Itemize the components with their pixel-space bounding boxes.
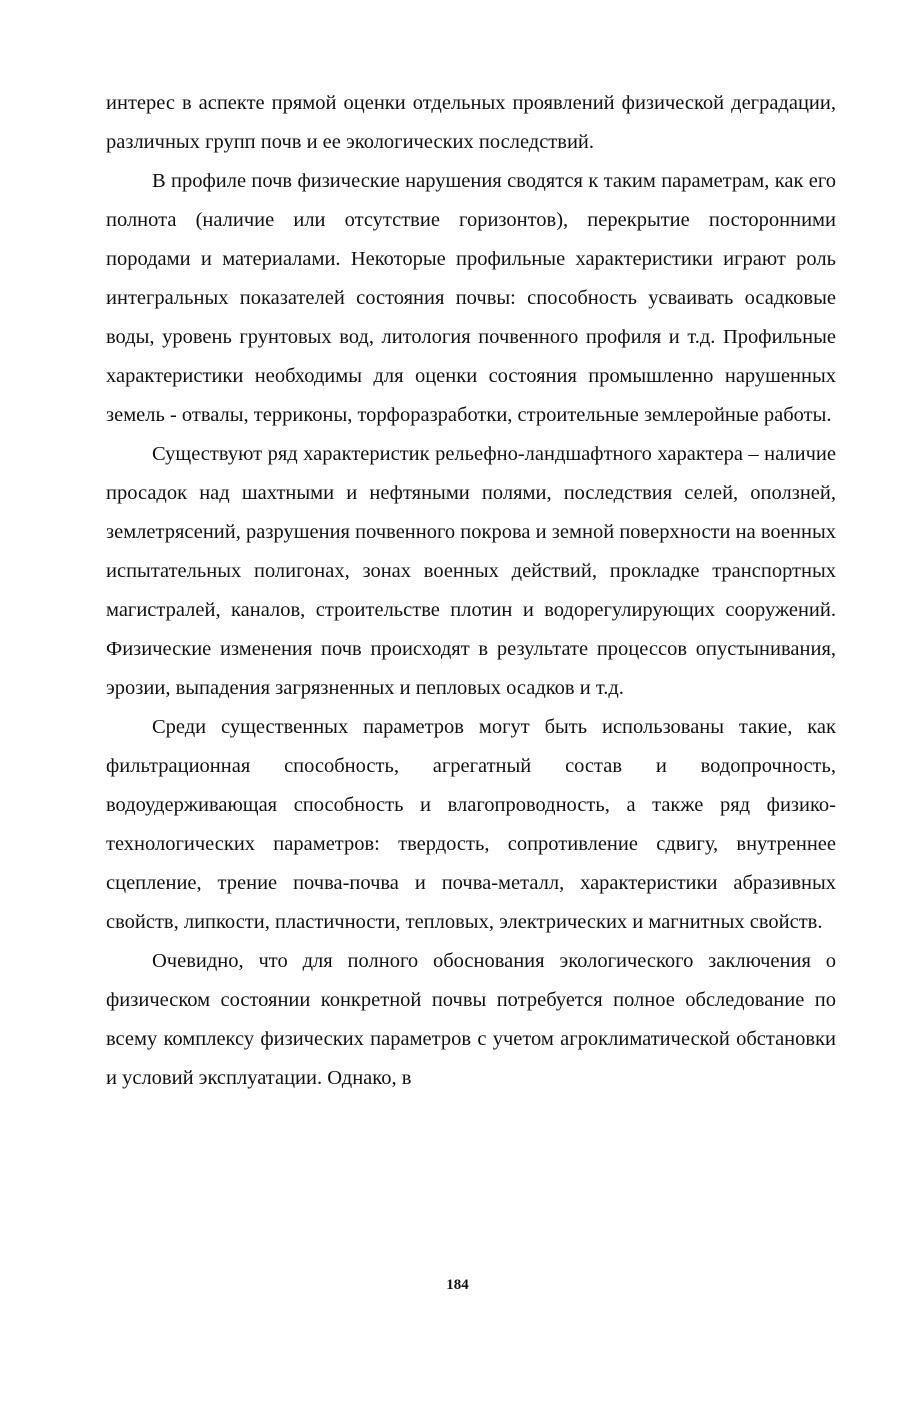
paragraph-profile: В профиле почв физические нарушения сводятся к таким параметрам, как его полнота (наличие или отсутствие горизонтов), перекрытие посторонними породами и материалами. Некоторые профильные характеристики играют роль интегральных показателей состояния почвы: способность усваивать осадковые воды, уровень грунтовых вод, литология почвенного профиля и т.д. Профильные характеристики необходимы для оценки состояния промышленно нарушенных земель - отвалы, терриконы, торфоразработки, строительные землеройные работы. [106, 170, 836, 426]
page-number: 184 [446, 1277, 469, 1293]
paragraph-conclusion: Очевидно, что для полного обоснования экологического заключения о физическом состоянии конкретной почвы потребуется полное обследование по всему комплексу физических параметров с учетом агроклиматической обстановки и условий эксплуатации. Однако, в [106, 950, 836, 1089]
paragraph-relief: Существуют ряд характеристик рельефно-ландшафтного характера – наличие просадок над шахтными и нефтяными полями, последствия селей, оползней, землетрясений, разрушения почвенного покрова и земной поверхности на военных испытательных полигонах, зонах военных действий, прокладке транспортных магистралей, каналов, строительстве плотин и водорегулирующих сооружений. Физические изменения почв происходят в результате процессов опустынивания, эрозии, выпадения загрязненных и пепловых осадков и т.д. [106, 443, 836, 699]
body-text [106, 84, 836, 1098]
paragraph-continuation: интерес в аспекте прямой оценки отдельных проявлений физической деградации, различных групп почв и ее экологических последствий. [106, 92, 836, 153]
paragraph-parameters: Среди существенных параметров могут быть использованы такие, как фильтрационная способность, агрегатный состав и водопрочность, водоудерживающая способность и влагопроводность, а также ряд физико-технологических параметров: твердость, сопротивление сдвигу, внутреннее сцепление, трение почва-почва и почва-металл, характеристики абразивных свойств, липкости, пластичности, тепловых, электрических и магнитных свойств. [106, 716, 836, 933]
